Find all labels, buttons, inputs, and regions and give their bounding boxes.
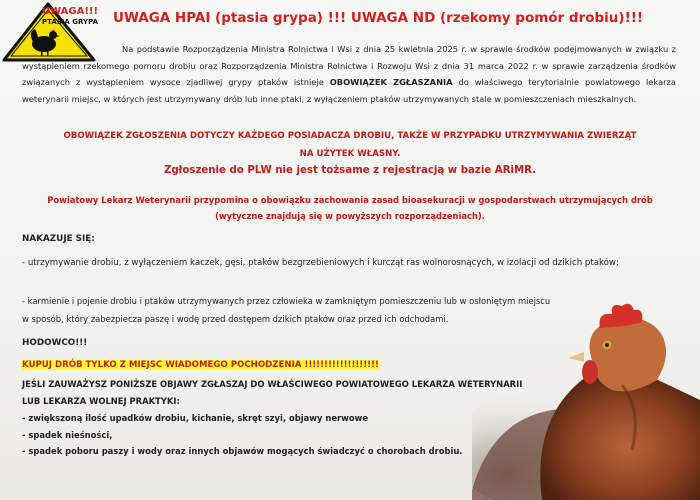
page-title: UWAGA HPAI (ptasia grypa) !!! UWAGA ND (rzekomy pomór drobiu)!!! bbox=[113, 10, 644, 26]
obligation-line1: OBOWIĄZEK ZGŁOSZENIA DOTYCZY KAŻDEGO POSIADACZA DROBIU, TAKŻE W PRZYPADKU UTRZYMYWANIA ZWIERZĄT bbox=[63, 131, 637, 141]
sign-line2: PTASIA GRYPA bbox=[41, 18, 99, 26]
order-item-1: - utrzymywanie drobiu, z wyłączeniem kaczek, gęsi, ptaków bezgrzebieniowych i kurcząt ras wolnorosnących, w izolacji od dzikich ptaków; bbox=[22, 258, 619, 268]
intro-bold: OBOWIĄZEK ZGŁASZANIA bbox=[329, 77, 453, 87]
intro-paragraph bbox=[22, 41, 676, 107]
sign-line1: UWAGA!!! bbox=[41, 6, 99, 17]
symptom-item: - spadek nieśności, bbox=[22, 430, 113, 440]
reminder-line1: Powiatowy Lekarz Weterynarii przypomina o obowiązku zachowania zasad bioasekuracji w gospodarstwach utrzymujących drób bbox=[47, 195, 653, 205]
breeders-heading: HODOWCO!!! bbox=[22, 338, 88, 348]
symptom-item: - spadek poboru paszy i wody oraz innych objawów mogących świadczyć o chorobach drobiu. bbox=[22, 446, 463, 456]
breeders-line2: LUB LEKARZA WOLNEJ PRAKTYKI: bbox=[22, 396, 180, 406]
order-item-2-line1: - karmienie i pojenie drobiu i ptaków utrzymywanych przez człowieka w zamkniętym pomieszczeniu lub w osłoniętym miejscu bbox=[22, 296, 551, 306]
reminder-line2: (wytyczne znajdują się w powyższych rozporządzeniach). bbox=[215, 211, 485, 221]
symptom-item: - zwiększoną ilość upadków drobiu, kichanie, skręt szyi, objawy nerwowe bbox=[22, 413, 369, 423]
intro-text-after: do właściwego terytorialnie powiatowego lekarza weterynarii miejsc, w których jest utrzymywany drób lub inne ptaki, z wyłączeniem ptaków utrzymywanych stale w pomieszczeniach mieszkalnych. bbox=[22, 77, 676, 104]
breeders-line1: JEŚLI ZAUWAŻYSZ PONIŻSZE OBJAWY ZGŁASZAJ DO WŁAŚCIWEGO POWIATOWEGO LEKARZA WETERYNARII bbox=[22, 379, 523, 389]
orders-heading: NAKAZUJE SIĘ: bbox=[22, 234, 95, 244]
obligation-line3: Zgłoszenie do PLW nie jest tożsame z rejestracją w bazie ARiMR. bbox=[163, 165, 537, 176]
intro-text-before: Na podstawie Rozporządzenia Ministra Rolnictwa i Wsi z dnia 25 kwietnia 2025 r. w sprawie środków podejmowanych w związku z wystąpieniem rzekomego pomoru drobiu oraz Rozporządzenia Ministra Rolnictwa i Rozwoju Wsi z dnia 31 marca 2022 r. w sprawie zarządzenia środków związanych z wystąpieniem wysoce zjadliwej grypy ptaków istnieje bbox=[22, 44, 676, 87]
hen-photo bbox=[472, 300, 700, 500]
buy-known-source-highlight: KUPUJ DRÓB TYLKO Z MIEJSC WIADOMEGO POCHODZENIA !!!!!!!!!!!!!!!!!!! bbox=[22, 360, 379, 370]
order-item-2-line2: w sposób, który zabezpiecza paszę i wodę przed dostępem dzikich ptaków oraz przed ich odchodami. bbox=[22, 314, 449, 324]
obligation-line2: NA UŻYTEK WŁASNY. bbox=[299, 149, 401, 159]
